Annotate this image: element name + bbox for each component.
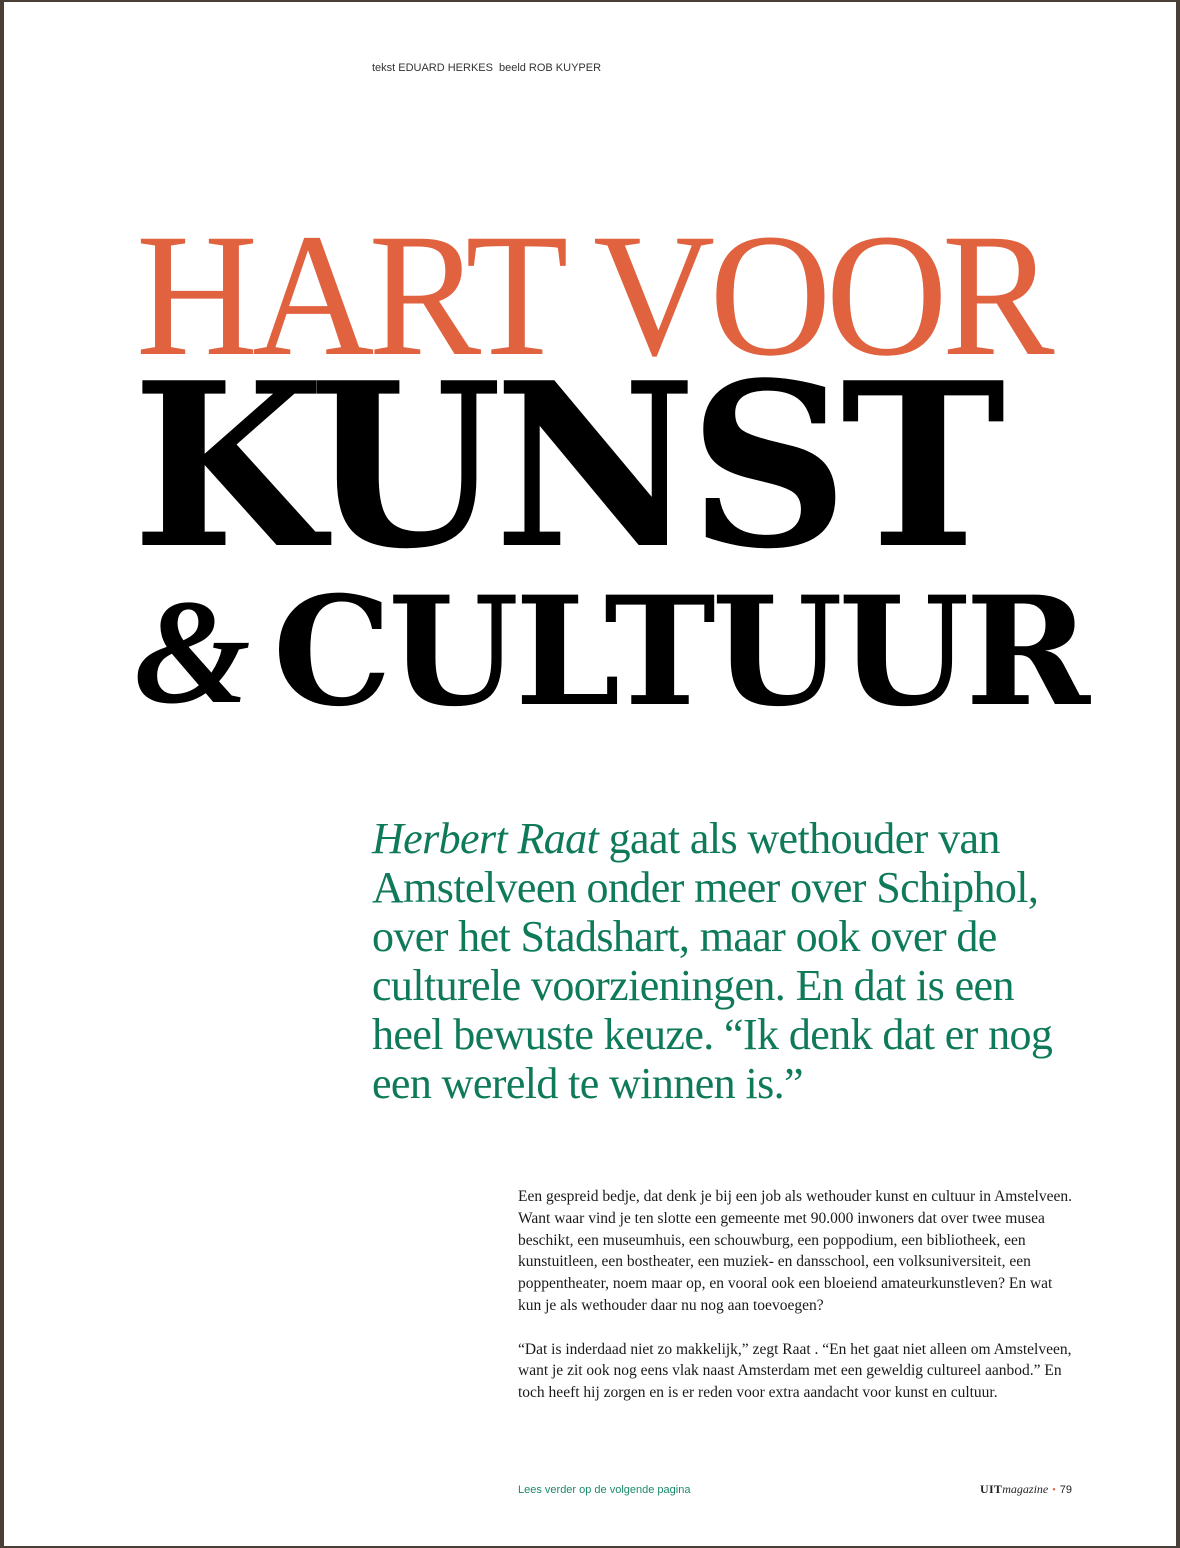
text-credit-label: tekst — [372, 62, 396, 74]
article-body — [518, 1186, 1078, 1426]
text-credit-author: EDUARD HERKES — [398, 62, 493, 74]
footer-separator: • — [1052, 1485, 1056, 1496]
headline-line-3 — [134, 564, 1094, 740]
page-number: 79 — [1059, 1484, 1073, 1496]
headline-line-1: HART VOOR — [136, 198, 1049, 393]
headline-line-2: KUNST — [132, 334, 998, 599]
headline-line-3-word: CULTUUR — [272, 564, 1087, 740]
intro-name: Herbert Raat — [372, 814, 599, 863]
credits — [372, 62, 601, 74]
magazine-brand: UIT — [980, 1482, 1003, 1496]
page-footer — [980, 1482, 1072, 1497]
photo-credit-label: beeld — [498, 62, 526, 74]
photo-credit-author: ROB KUYPER — [528, 62, 602, 74]
body-paragraph: “Dat is inderdaad niet zo makkelijk,” zegt Raat . “En het gaat niet alleen om Amstelveen, want je zit ook nog eens vlak naast Amsterdam met een geweldig cultureel aanbod.” En toch heeft hij zorgen en is er reden voor extra aandacht voor kunst en cultuur. — [518, 1340, 1072, 1402]
intro-text: gaat als wethouder van Amstelveen onder meer over Schiphol, over het Stadshart, maar ook over de culturele voorzieningen. En dat is een heel bewuste keuze. “Ik denk dat er nog een wereld te winnen is.” — [372, 814, 1053, 1108]
intro-paragraph — [372, 814, 1092, 1108]
body-paragraph: Een gespreid bedje, dat denk je bij een job als wethouder kunst en cultuur in Amstelveen. Want waar vind je ten slotte een gemeente met 90.000 inwoners dat over twee musea beschikt, een museumhuis, een schouwburg, een poppodium, een bibliotheek, een kunstuitleen, een bostheater, een muziek- en dansschool, een volksuniversiteit, een poppentheater, noem maar op, en vooral ook een bloeiend amateurkunstleven? En wat kun je als wethouder daar nu nog aan toevoegen? — [518, 1188, 1072, 1314]
headline-ampersand: & — [134, 569, 251, 735]
magazine-brand-suffix: magazine — [1002, 1482, 1049, 1496]
magazine-page — [4, 2, 1176, 1546]
continue-note: Lees verder op de volgende pagina — [518, 1484, 691, 1496]
